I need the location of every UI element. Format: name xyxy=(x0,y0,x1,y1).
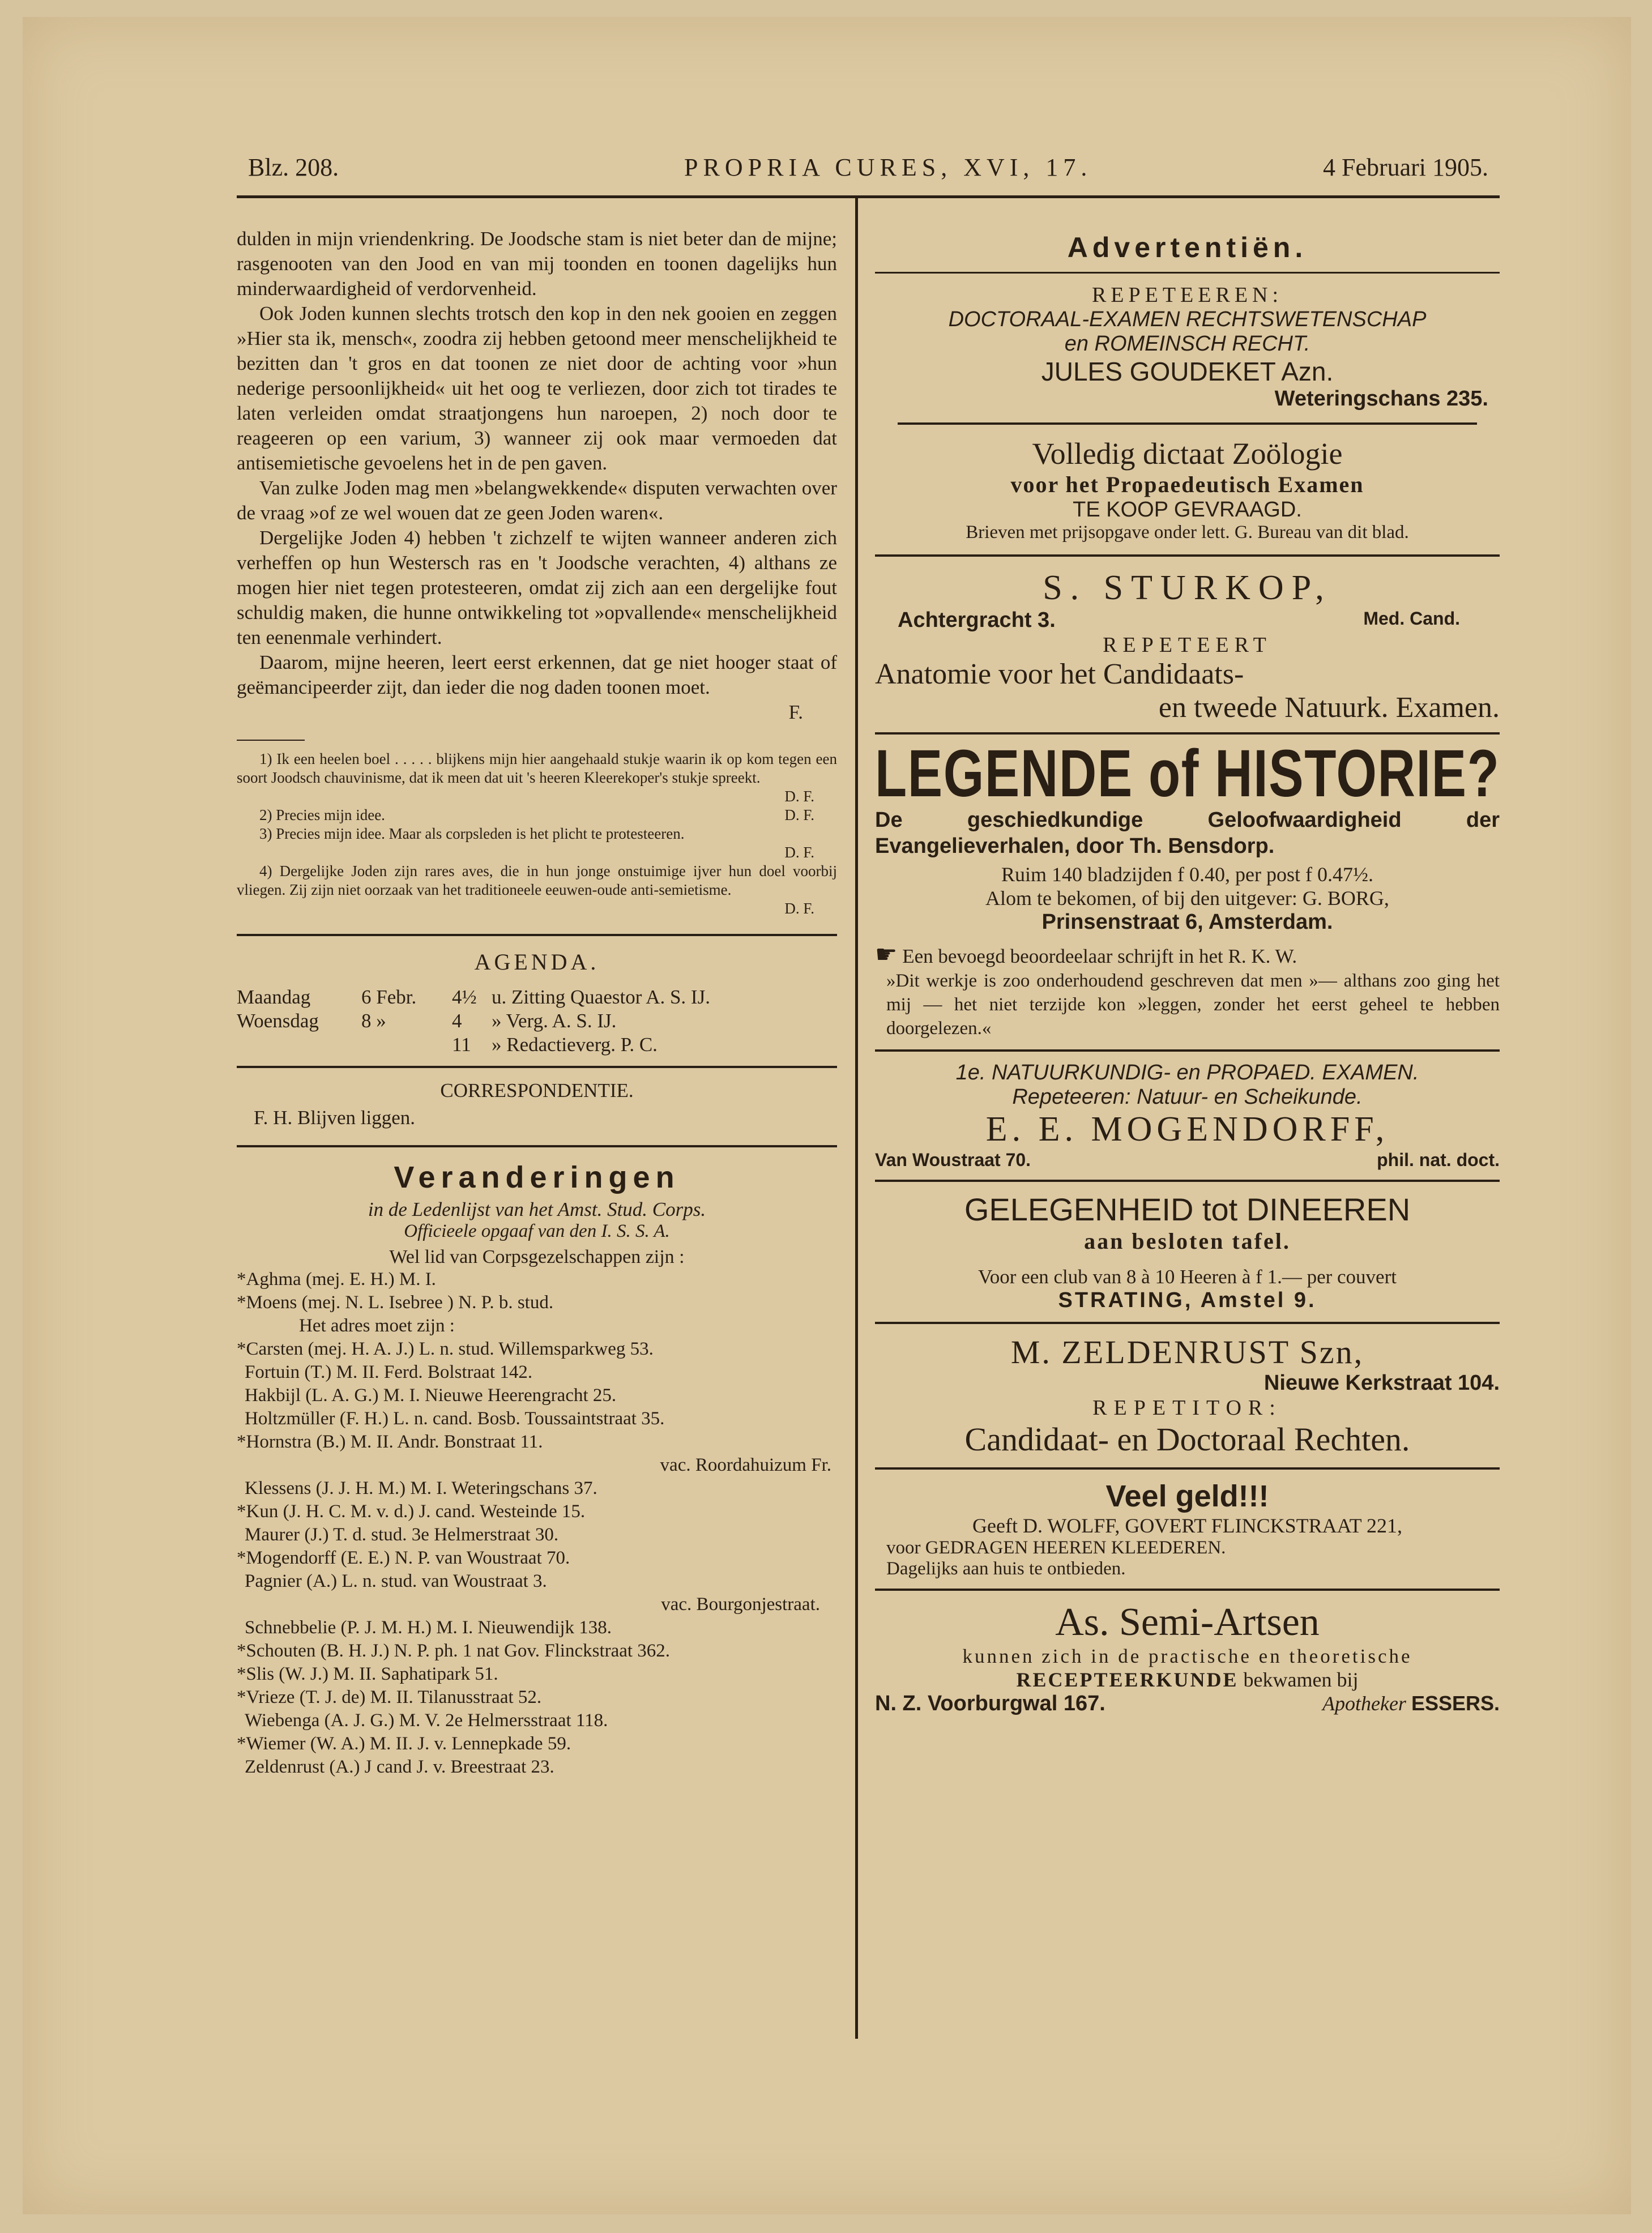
ad-line: E. E. MOGENDORFF, xyxy=(985,1110,1389,1148)
list-item: *Schouten (B. H. J.) N. P. ph. 1 nat Gov. Flinckstraat 362. xyxy=(237,1641,671,1661)
footnote-signature: D. F. xyxy=(784,788,814,805)
agenda-table xyxy=(237,985,716,1057)
ad-line: DOCTORAAL-EXAMEN RECHTSWETENSCHAP xyxy=(948,308,1427,331)
list-item: Fortuin (T.) M. II. Ferd. Bolstraat 142. xyxy=(245,1362,533,1382)
ad-line: STRATING, Amstel 9. xyxy=(1058,1288,1317,1312)
ad-line: voor het Propaedeutisch Examen xyxy=(1010,472,1364,497)
agenda-date: 6 Febr. xyxy=(361,986,417,1008)
ad-line: Candidaat- en Doctoraal Rechten. xyxy=(964,1421,1410,1458)
agenda-day: Woensdag xyxy=(237,1010,319,1032)
ad-line: ESSERS. xyxy=(1411,1692,1500,1715)
article-paragraph: dulden in mijn vriendenkring. De Joodsche stam is niet beter dan de mijne; rasgenooten van den Jood en van mij toonden en toonen dagelijks hun minderwaardigheid of verdorvenheid. xyxy=(237,228,837,300)
agenda-date: 8 » xyxy=(361,1010,386,1032)
ad-line: Achtergracht 3. xyxy=(898,608,1056,632)
list-item: *Moens (mej. N. L. Isebree ) N. P. b. stud. xyxy=(237,1292,554,1313)
list-item: *Carsten (mej. H. A. J.) L. n. stud. Willemsparkweg 53. xyxy=(237,1339,654,1359)
ad-line: Van Woustraat 70. xyxy=(875,1150,1031,1170)
list-item: *Wiemer (W. A.) M. II. J. v. Lennepkade 59. xyxy=(237,1734,571,1754)
page-header xyxy=(237,153,1500,187)
agenda-event: » Verg. A. S. IJ. xyxy=(492,1010,617,1032)
ad-line: aan besloten tafel. xyxy=(1084,1228,1291,1254)
footnote-signature: D. F. xyxy=(784,806,814,823)
ad-legende xyxy=(875,736,1500,1040)
correspondentie-title: CORRESPONDENTIE. xyxy=(440,1079,634,1101)
ad-line: TE KOOP GEVRAAGD. xyxy=(1073,498,1302,522)
ad-line: REPETEERT xyxy=(1103,633,1272,657)
agenda-time: 4 xyxy=(452,1010,462,1032)
ad-line: JULES GOUDEKET Azn. xyxy=(1041,357,1334,386)
list-item: vac. Roordahuizum Fr. xyxy=(660,1455,831,1475)
list-item: *Slis (W. J.) M. II. Saphatipark 51. xyxy=(237,1664,498,1684)
ad-line: REPETEEREN: xyxy=(1091,283,1283,307)
list-item: Pagnier (A.) L. n. stud. van Woustraat 3. xyxy=(245,1571,547,1591)
member-list xyxy=(237,1268,837,1779)
ad-line: en tweede Natuurk. Examen. xyxy=(1158,691,1500,724)
ad-line: Med. Cand. xyxy=(1363,608,1460,629)
ad-line: As. Semi-Artsen xyxy=(1055,1600,1320,1644)
section-rule xyxy=(898,422,1477,425)
correspondentie-text: F. H. Blijven liggen. xyxy=(254,1107,415,1129)
ad-mogendorff xyxy=(875,1061,1500,1171)
veranderingen-subtitle: in de Ledenlijst van het Amst. Stud. Corps. xyxy=(368,1198,706,1220)
ad-strating xyxy=(875,1191,1500,1313)
agenda-time: 11 xyxy=(452,1034,471,1056)
agenda-day: Maandag xyxy=(237,986,311,1008)
veranderingen-intro: Wel lid van Corpsgezelschappen zijn : xyxy=(389,1246,685,1267)
header-rule xyxy=(237,195,1500,198)
ad-line: voor GEDRAGEN HEEREN KLEEDEREN. xyxy=(886,1538,1226,1558)
ad-line: Dagelijks aan huis te ontbieden. xyxy=(886,1559,1126,1579)
agenda-day xyxy=(237,1033,361,1057)
ad-line: Een bevoegd beoordeelaar schrijft in het R. K. W. xyxy=(902,945,1297,967)
list-item: *Mogendorff (E. E.) N. P. van Woustraat 70. xyxy=(237,1548,570,1568)
ad-line: M. ZELDENRUST Szn, xyxy=(1010,1334,1364,1370)
footnote: 3) Precies mijn idee. Maar als corpsleden is het plicht te protesteeren. xyxy=(259,825,685,842)
ad-essers xyxy=(875,1600,1500,1716)
adres-title: Het adres moet zijn : xyxy=(299,1316,455,1336)
ad-line: 1e. NATUURKUNDIG- en PROPAED. EXAMEN. xyxy=(955,1061,1419,1085)
article-paragraph: Dergelijke Joden 4) hebben 't zichzelf te wijten wanneer anderen zich verheffen op hun Westersch ras en 't Joodsche verachten, 4) althans ze mogen hier niet tegen protesteeren, omdat zij zich aan een dergelijke fout schuldig maken, die hunne ontwikkeling tot »opvallende« menschelijkheid ten eenenmale verhindert. xyxy=(237,527,837,648)
ad-line: RECEPTEERKUNDE xyxy=(1016,1668,1239,1691)
list-item: Zeldenrust (A.) J cand J. v. Breestraat 23. xyxy=(245,1757,554,1777)
ad-quote: »Dit werkje is zoo onderhoudend geschreven dat men »— althans zoo ging het mij — het niet terzijde kon »leggen, zonder het eerst geheel te hebben doorgelezen.« xyxy=(886,971,1500,1039)
agenda-event: u. Zitting Quaestor A. S. IJ. xyxy=(492,986,710,1008)
veranderingen-source: Officieele opgaaf van den I. S. S. A. xyxy=(404,1221,670,1241)
ad-line: phil. nat. doct. xyxy=(1377,1150,1500,1170)
list-item: *Aghma (mej. E. H.) M. I. xyxy=(237,1269,436,1290)
section-rule xyxy=(875,732,1500,735)
article-paragraph: Van zulke Joden mag men »belangwekkende« disputen verwachten over de vraag »of ze wel wouen dat ze geen Joden waren«. xyxy=(237,477,837,524)
ad-zoologie xyxy=(875,436,1500,543)
ad-line: Alom te bekomen, of bij den uitgever: G. BORG, xyxy=(985,887,1389,910)
agenda-event: » Redactieverg. P. C. xyxy=(492,1034,658,1056)
footnote-signature: D. F. xyxy=(784,844,814,861)
agenda-row xyxy=(237,985,716,1009)
list-item: vac. Bourgonjestraat. xyxy=(661,1594,820,1615)
ad-line: De geschiedkundige Geloofwaardigheid der Evangelieverhalen, door Th. Bensdorp. xyxy=(875,808,1500,858)
section-rule xyxy=(875,554,1500,557)
issue-date: 4 Februari 1905. xyxy=(1322,153,1488,181)
advertenties-title: Advertentiën. xyxy=(1067,232,1308,263)
ad-line: en ROMEINSCH RECHT. xyxy=(1064,332,1310,356)
footnote: 1) Ik een heelen boel . . . . . blijkens mijn hier aangehaald stukje waarin ik op kom tegen een soort Joodsch chauvinisme, dat ik meen dat uit 's heeren Kleerekoper's stukje spreekt. xyxy=(237,750,837,786)
list-item: Schnebbelie (P. J. M. H.) M. I. Nieuwendijk 138. xyxy=(245,1617,612,1638)
ad-headline: LEGENDE of HISTORIE? xyxy=(875,736,1500,811)
ad-line: Ruim 140 bladzijden f 0.40, per post f 0.47½. xyxy=(1001,863,1373,886)
footnote-signature: D. F. xyxy=(784,900,814,917)
ad-line: Prinsenstraat 6, Amsterdam. xyxy=(1041,910,1333,934)
list-item: *Kun (J. H. C. M. v. d.) J. cand. Westeinde 15. xyxy=(237,1501,586,1522)
ad-line: Voor een club van 8 à 10 Heeren à f 1.— per couvert xyxy=(978,1266,1397,1288)
agenda-title: AGENDA. xyxy=(474,949,600,975)
ad-line: REPETITOR: xyxy=(1092,1396,1282,1420)
footnote-rule xyxy=(237,740,305,741)
ad-line: Nieuwe Kerkstraat 104. xyxy=(1263,1371,1500,1395)
section-rule xyxy=(237,1145,837,1147)
page-number: Blz. 208. xyxy=(248,153,339,181)
ad-line: N. Z. Voorburgwal 167. xyxy=(875,1692,1105,1715)
section-rule xyxy=(875,1049,1500,1052)
ad-zeldenrust xyxy=(875,1333,1500,1458)
ad-line: Volledig dictaat Zoölogie xyxy=(1032,437,1343,471)
section-rule xyxy=(237,934,837,936)
ad-wolff xyxy=(875,1479,1500,1579)
ad-line: Apotheker xyxy=(1322,1692,1406,1715)
footnotes xyxy=(237,750,837,918)
pointing-hand-icon: ☛ xyxy=(875,941,898,968)
list-item: *Vrieze (T. J. de) M. II. Tilanusstraat 52. xyxy=(237,1687,542,1707)
list-item: Holtzmüller (F. H.) L. n. cand. Bosb. Toussaintstraat 35. xyxy=(245,1408,665,1429)
article-paragraph: Ook Joden kunnen slechts trotsch den kop in den nek gooien en zeggen »Hier sta ik, mensch«, zoodra zij hebben getoond meer menschelijkheid te bezitten dan 't gros en dat toonen ze niet door de achting voor »hun nederige persoonlijkheid« uit het oog te verliezen, door zich tot tirades te laten verleiden omdat straatjongens hun naroepen, 2) noch door te reageeren op een varium, 3) wanneer zij ook maar vermoeden dat antisemietische gevoelens het in de pen gaven. xyxy=(237,302,837,474)
agenda-row xyxy=(237,1033,716,1057)
article-signature: F. xyxy=(788,701,803,723)
ad-line: S. STURKOP, xyxy=(1043,569,1332,607)
ad-line: Repeteeren: Natuur- en Scheikunde. xyxy=(1012,1085,1363,1109)
list-item: *Hornstra (B.) M. II. Andr. Bonstraat 11. xyxy=(237,1432,543,1452)
column-divider xyxy=(855,198,858,2039)
masthead-title: PROPRIA CURES, XVI, 17. xyxy=(684,153,1092,181)
ad-line: GELEGENHEID tot DINEEREN xyxy=(964,1192,1411,1227)
left-column xyxy=(237,227,837,1779)
ad-line: Geeft D. WOLFF, GOVERT FLINCKSTRAAT 221, xyxy=(972,1514,1402,1537)
list-item: Wiebenga (A. J. G.) M. V. 2e Helmersstraat 118. xyxy=(245,1710,608,1731)
section-rule xyxy=(875,1467,1500,1470)
ad-goudeket xyxy=(875,283,1500,411)
ad-line: bekwamen bij xyxy=(1243,1668,1359,1691)
veranderingen-title: Veranderingen xyxy=(394,1160,680,1194)
section-rule xyxy=(237,1066,837,1068)
agenda-time: 4½ xyxy=(452,986,477,1008)
section-rule xyxy=(875,1180,1500,1182)
ad-line: Anatomie voor het Candidaats- xyxy=(875,658,1244,690)
agenda-date xyxy=(361,1033,452,1057)
article-paragraph: Daarom, mijne heeren, leert eerst erkennen, dat ge niet hooger staat of geëmancipeerder zijt, dan ieder die nog daden toonen moet. xyxy=(237,651,837,698)
footnote: 4) Dergelijke Joden zijn rares aves, die in hun jonge onstuimige ijver hun doel voorbij vliegen. Zij zijn niet oorzaak van het traditioneele eeuwen-oude anti-semietisme. xyxy=(237,863,837,898)
agenda-row xyxy=(237,1009,716,1033)
section-rule xyxy=(875,272,1500,274)
list-item: Hakbijl (L. A. G.) M. I. Nieuwe Heerengracht 25. xyxy=(245,1385,617,1406)
ad-line: Weteringschans 235. xyxy=(1274,387,1488,411)
section-rule xyxy=(875,1322,1500,1324)
ad-sturkop xyxy=(875,568,1500,724)
ad-line: Brieven met prijsopgave onder lett. G. Bureau van dit blad. xyxy=(966,522,1409,543)
list-item: Klessens (J. J. H. M.) M. I. Weteringschans 37. xyxy=(245,1478,597,1498)
right-column xyxy=(875,227,1500,1716)
section-rule xyxy=(875,1589,1500,1591)
footnote: 2) Precies mijn idee. xyxy=(259,806,385,823)
ad-line: Veel geld!!! xyxy=(1105,1479,1269,1513)
list-item: Maurer (J.) T. d. stud. 3e Helmerstraat 30. xyxy=(245,1525,559,1545)
ad-line: kunnen zich in de practische en theoretische xyxy=(962,1645,1412,1667)
